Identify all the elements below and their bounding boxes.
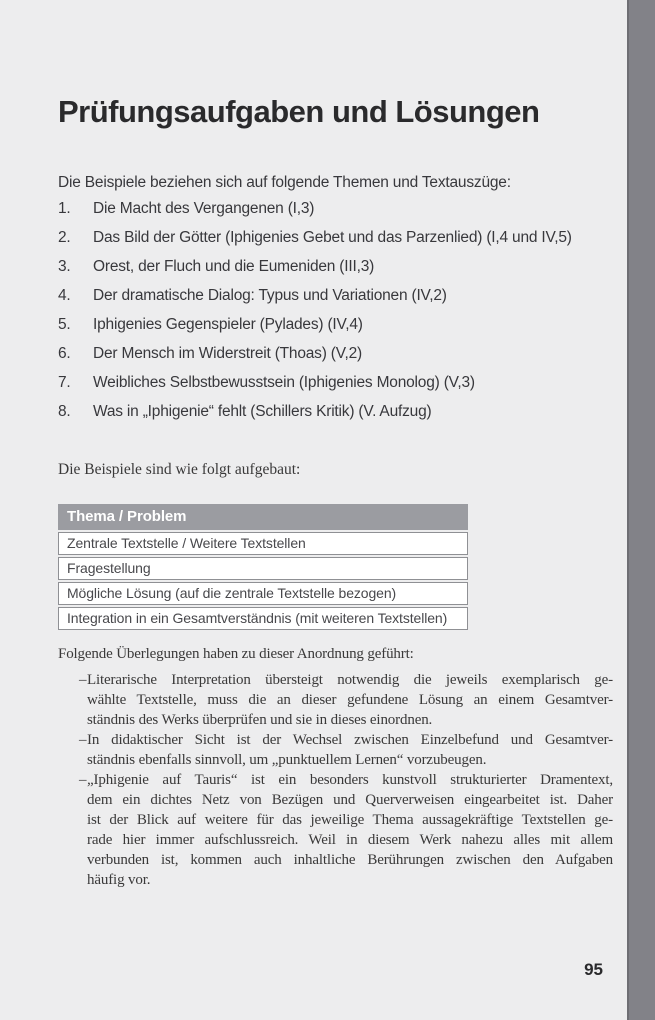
list-item-number: 5.: [58, 316, 71, 333]
list-item-number: 3.: [58, 258, 71, 275]
page-edge-stripe: [627, 0, 655, 1020]
structure-lead: Die Beispiele sind wie folgt aufgebaut:: [58, 461, 301, 478]
list-item-text: Der Mensch im Widerstreit (Thoas) (V,2): [93, 345, 362, 362]
page-title: Prüfungsaufgaben und Lösungen: [58, 94, 540, 129]
bullet-dash: –: [79, 772, 87, 788]
list-item-number: 1.: [58, 200, 71, 217]
list-item-text: Das Bild der Götter (Iphigenies Gebet und das Parzenlied) (I,4 und IV,5): [93, 229, 572, 246]
list-item-text: Der dramatische Dialog: Typus und Variationen (IV,2): [93, 287, 447, 304]
list-item: [58, 194, 613, 223]
list-item-text: Orest, der Fluch und die Eumeniden (III,3): [93, 258, 375, 275]
bullet-line: In didaktischer Sicht ist der Wechsel zwischen Einzelbefund und Gesamtver-: [87, 732, 613, 748]
bullet-line: wählte Textstelle, muss die an dieser gefundene Lösung an einem Gesamtver-: [87, 692, 613, 708]
list-item-number: 2.: [58, 229, 71, 246]
rationale-lead: Folgende Überlegungen haben zu dieser Anordnung geführt:: [58, 646, 414, 662]
page-number: 95: [584, 960, 603, 979]
bullet-text: [87, 770, 613, 890]
list-item-text: Die Macht des Vergangenen (I,3): [93, 200, 315, 217]
bullet-line: „Iphigenie auf Tauris“ ist ein besonders kunstvoll strukturierter Dramentext,: [87, 772, 613, 788]
bullet-line: dem ein dichtes Netz von Bezügen und Querverweisen eingearbeitet ist. Daher: [87, 792, 613, 808]
table-row: Integration in ein Gesamtverständnis (mit weiteren Textstellen): [58, 607, 468, 630]
table-header-cell: Thema / Problem: [58, 504, 468, 530]
bullet-item: [58, 670, 613, 730]
bullet-line: ist der Blick auf weitere für das jeweilige Thema aussagekräftige Textstellen ge-: [87, 812, 613, 828]
bullet-line: verbunden ist, kommen auch inhaltliche Berührungen zwischen den Aufgaben: [87, 852, 613, 868]
bullet-line: ständnis ebenfalls sinnvoll, um „punktuellem Lernen“ vorzubeugen.: [87, 752, 487, 768]
bullet-text: [87, 730, 613, 770]
list-item-number: 7.: [58, 374, 71, 391]
bullet-line: ständnis des Werks überprüfen und sie in dieses einordnen.: [87, 712, 433, 728]
list-item-number: 6.: [58, 345, 71, 362]
bullet-item: [58, 730, 613, 770]
topic-list: [58, 194, 613, 426]
page-content: [58, 0, 613, 890]
list-item: [58, 368, 613, 397]
list-item: [58, 397, 613, 426]
bullet-text: [87, 670, 613, 730]
rationale-bullets: [58, 670, 613, 890]
bullet-dash: –: [79, 672, 87, 688]
list-item-number: 8.: [58, 403, 71, 420]
bullet-line: häufig vor.: [87, 872, 151, 888]
list-item: [58, 339, 613, 368]
table-row: Fragestellung: [58, 557, 468, 580]
list-item-text: Weibliches Selbstbewusstsein (Iphigenies Monolog) (V,3): [93, 374, 475, 391]
list-item-text: Was in „Iphigenie“ fehlt (Schillers Kritik) (V. Aufzug): [93, 403, 432, 420]
table-row: Zentrale Textstelle / Weitere Textstellen: [58, 532, 468, 555]
bullet-dash: –: [79, 732, 87, 748]
list-item: [58, 223, 613, 252]
bullet-item: [58, 770, 613, 890]
list-item-number: 4.: [58, 287, 71, 304]
bullet-line: rade hier immer aufschlussreich. Weil in diesem Werk nahezu alles mit allem: [87, 832, 613, 848]
list-item-text: Iphigenies Gegenspieler (Pylades) (IV,4): [93, 316, 363, 333]
list-item: [58, 310, 613, 339]
list-item: [58, 252, 613, 281]
structure-table: [58, 504, 468, 630]
intro-lead: Die Beispiele beziehen sich auf folgende Themen und Textauszüge:: [58, 174, 511, 191]
table-row: Mögliche Lösung (auf die zentrale Textstelle bezogen): [58, 582, 468, 605]
bullet-line: Literarische Interpretation übersteigt notwendig die jeweils exemplarisch ge-: [87, 672, 613, 688]
list-item: [58, 281, 613, 310]
